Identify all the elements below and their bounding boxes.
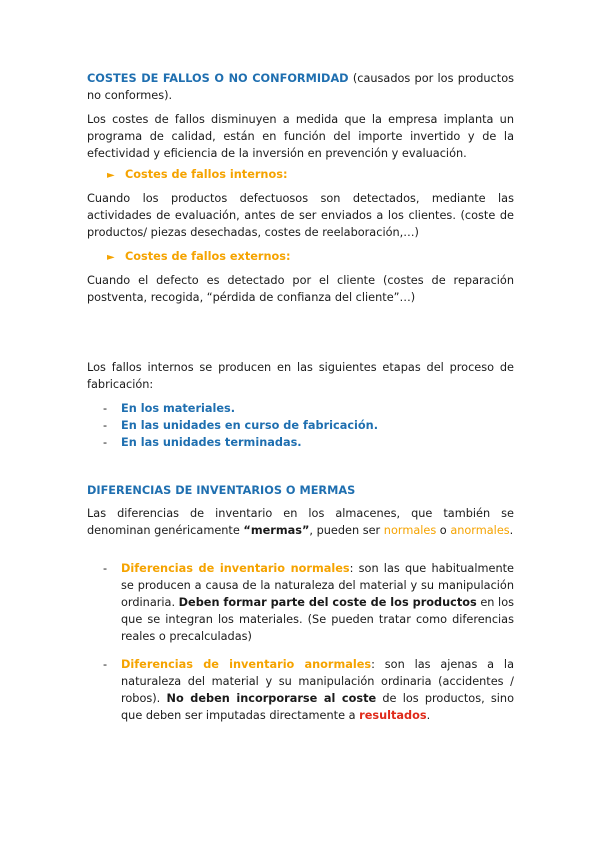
costes-title-paragraph bbox=[87, 70, 514, 104]
mermas-intro-part: , pueden ser bbox=[309, 524, 384, 537]
arrow-bullet-icon: ► bbox=[107, 252, 115, 263]
externos-paragraph bbox=[87, 272, 514, 306]
anormales-term: anormales bbox=[450, 524, 510, 537]
dash-bullet-icon: - bbox=[103, 436, 108, 449]
dash-bullet-icon: - bbox=[103, 658, 108, 671]
internos-text: Cuando los productos defectuosos son detectados, mediante las actividades de evaluación, antes de ser enviados a los clientes. (coste de productos/ piezas desechadas, costes de reelaboración,…) bbox=[87, 192, 514, 239]
mermas-normales-wrap bbox=[87, 560, 514, 645]
section-title-costes: COSTES DE FALLOS O NO CONFORMIDAD bbox=[87, 72, 349, 85]
etapa-item-label: En las unidades en curso de fabricación. bbox=[121, 419, 379, 432]
list-item bbox=[87, 400, 514, 417]
mermas-term: “mermas” bbox=[243, 524, 310, 537]
mermas-intro-part: Las diferencias de inventario en los almacenes, que también se denominan genéricamente bbox=[87, 507, 514, 537]
etapas-list bbox=[87, 400, 514, 451]
normales-label: Diferencias de inventario normales bbox=[121, 562, 350, 575]
mermas-intro-part: o bbox=[436, 524, 451, 537]
anormales-label: Diferencias de inventario anormales bbox=[121, 658, 372, 671]
normales-bold: Deben formar parte del coste de los productos bbox=[178, 596, 477, 609]
externos-label: Costes de fallos externos: bbox=[125, 250, 291, 263]
costes-intro-paragraph bbox=[87, 111, 514, 162]
etapas-intro: Los fallos internos se producen en las siguientes etapas del proceso de fabricación: bbox=[87, 361, 514, 391]
anormales-text: de los productos, sino que deben ser imputadas directamente a bbox=[121, 692, 514, 722]
mermas-anormales-wrap bbox=[87, 656, 514, 724]
list-item bbox=[87, 417, 514, 434]
dash-bullet-icon: - bbox=[103, 419, 108, 432]
normales-term: normales bbox=[383, 524, 437, 537]
dash-bullet-icon: - bbox=[103, 562, 108, 575]
externos-text: Cuando el defecto es detectado por el cliente (costes de reparación postventa, recogida, “pérdida de confianza del cliente”…) bbox=[87, 274, 514, 304]
arrow-bullet-icon: ► bbox=[107, 170, 115, 181]
externos-heading bbox=[87, 248, 514, 266]
list-item bbox=[87, 656, 514, 724]
list-item bbox=[87, 434, 514, 451]
internos-heading bbox=[87, 166, 514, 184]
etapa-item-label: En los materiales. bbox=[121, 402, 236, 415]
mermas-intro-part: . bbox=[509, 524, 514, 537]
costes-title-suffix: (causados por los productos no conformes). bbox=[87, 72, 514, 102]
internos-label: Costes de fallos internos: bbox=[125, 168, 288, 181]
mermas-list-anormales bbox=[87, 656, 514, 724]
section-title-mermas: DIFERENCIAS DE INVENTARIOS O MERMAS bbox=[87, 484, 356, 497]
normales-text: : son las que habitualmente se producen a causa de la naturaleza del material y su manipulación ordinaria. bbox=[121, 562, 514, 609]
anormales-text: . bbox=[426, 709, 431, 722]
mermas-intro-paragraph bbox=[87, 505, 514, 539]
internos-paragraph bbox=[87, 190, 514, 241]
dash-bullet-icon: - bbox=[103, 402, 108, 415]
normales-text: en los que se integran los materiales. (Se pueden tratar como diferencias reales o precalculadas) bbox=[121, 596, 514, 643]
mermas-list-normales bbox=[87, 560, 514, 645]
list-item bbox=[87, 560, 514, 645]
etapa-item-label: En las unidades terminadas. bbox=[121, 436, 302, 449]
mermas-title-paragraph bbox=[87, 482, 514, 499]
etapas-paragraph bbox=[87, 359, 514, 393]
resultados-term: resultados bbox=[359, 709, 427, 722]
etapas-list-wrap bbox=[87, 400, 514, 451]
anormales-bold: No deben incorporarse al coste bbox=[166, 692, 377, 705]
anormales-text: : son las ajenas a la naturaleza del material y su manipulación ordinaria (accidentes / robos). bbox=[121, 658, 514, 705]
costes-intro-text: Los costes de fallos disminuyen a medida que la empresa implanta un programa de calidad, están en función del importe invertido y de la efectividad y eficiencia de la inversión en prevención y evaluación. bbox=[87, 113, 514, 160]
